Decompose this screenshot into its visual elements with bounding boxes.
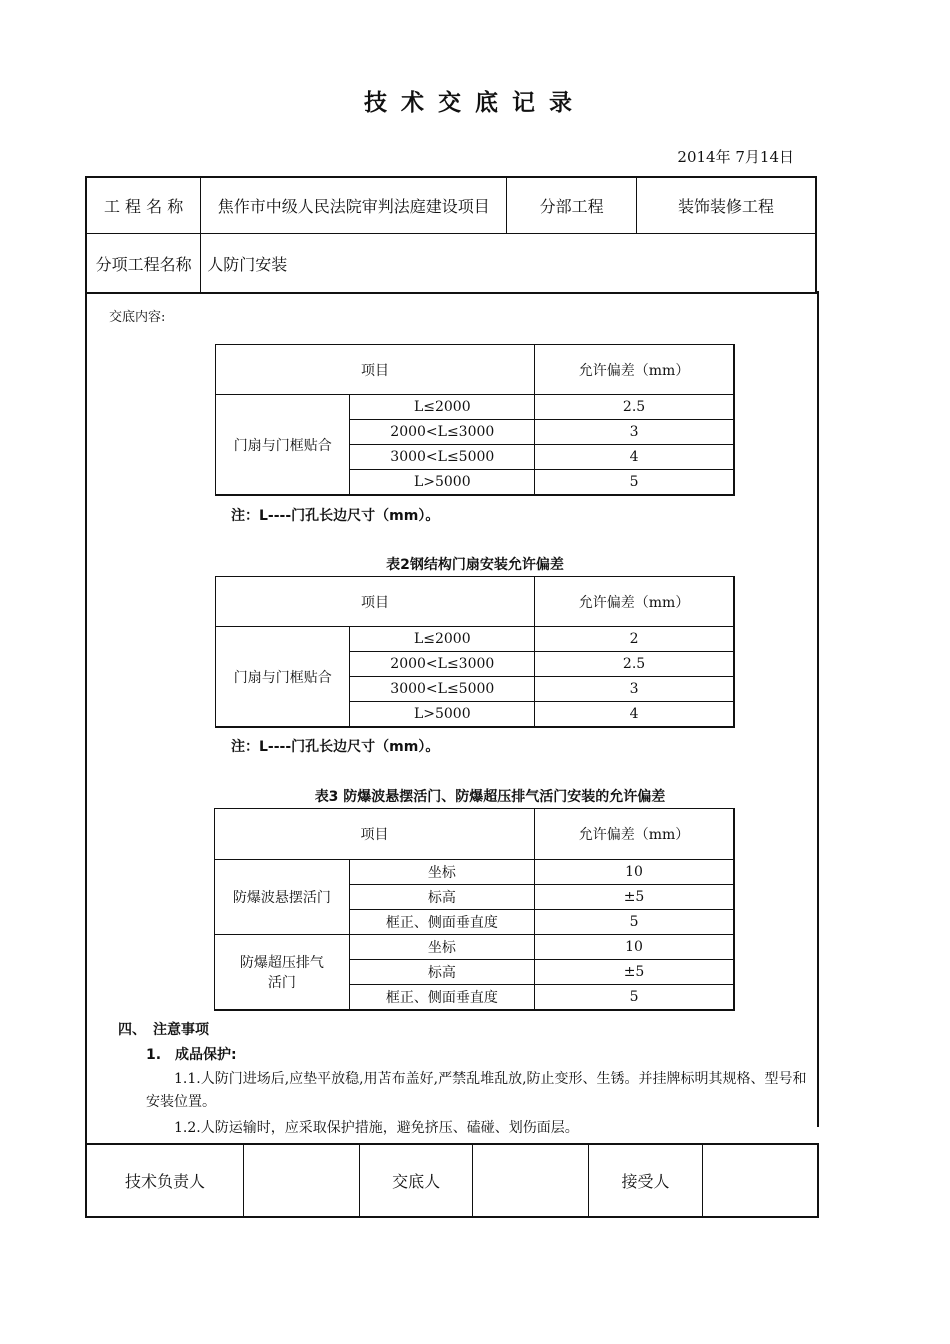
tolerance-cell: 10 <box>535 860 734 885</box>
item-cell: 标高 <box>349 885 534 910</box>
range-cell: L>5000 <box>350 470 535 496</box>
col-header-item: 项目 <box>215 809 535 860</box>
col-header-tolerance: 允许偏差（mm） <box>535 809 734 860</box>
tech-lead-label: 技术负责人 <box>86 1144 244 1217</box>
tolerance-cell: 10 <box>535 935 734 960</box>
tolerance-cell: 5 <box>535 985 734 1011</box>
signature-table <box>85 1143 819 1218</box>
col-header-item: 项目 <box>216 577 535 627</box>
presenter-signature <box>473 1144 589 1217</box>
content-label: 交底内容: <box>109 310 166 325</box>
receiver-signature <box>702 1144 818 1217</box>
paragraph-1: 1.1.人防门进场后,应垫平放稳,用苫布盖好,严禁乱堆乱放,防止变形、生锈。并挂牌标明其规格、型号和安装位置。 <box>146 1071 807 1110</box>
tolerance-cell: 2 <box>535 627 734 652</box>
tolerance-cell: 2.5 <box>535 395 734 420</box>
tolerance-cell: 3 <box>535 677 734 702</box>
tech-lead-signature <box>244 1144 360 1217</box>
division-value: 装饰装修工程 <box>636 177 816 234</box>
range-cell: 2000<L≤3000 <box>350 652 535 677</box>
range-cell: L≤2000 <box>350 395 535 420</box>
subsection-heading: 1. 成品保护: <box>146 1047 237 1063</box>
range-cell: L≤2000 <box>350 627 535 652</box>
tolerance-table-3 <box>214 808 735 1011</box>
tolerance-cell: 5 <box>535 910 734 935</box>
division-label: 分部工程 <box>507 177 637 234</box>
tolerance-cell: 5 <box>535 470 734 496</box>
group-label: 防爆波悬摆活门 <box>215 860 350 935</box>
document-title: 技术交底记录 <box>364 90 586 116</box>
item-cell: 框正、侧面垂直度 <box>349 910 534 935</box>
range-cell: 3000<L≤5000 <box>350 677 535 702</box>
table-3-caption: 表3 防爆波悬摆活门、防爆超压排气活门安装的允许偏差 <box>314 789 666 805</box>
project-label: 工 程 名 称 <box>86 177 201 234</box>
document-date: 2014年 7月14日 <box>677 148 794 166</box>
tolerance-table-1 <box>215 344 735 496</box>
tolerance-cell: ±5 <box>535 885 734 910</box>
group-label: 门扇与门框贴合 <box>216 627 350 728</box>
item-cell: 标高 <box>349 960 534 985</box>
frame-left-border <box>85 291 87 1146</box>
presenter-label: 交底人 <box>359 1144 473 1217</box>
section-heading: 四、 注意事项 <box>118 1022 209 1038</box>
col-header-tolerance: 允许偏差（mm） <box>535 577 734 627</box>
tolerance-cell: 2.5 <box>535 652 734 677</box>
col-header-item: 项目 <box>216 345 535 395</box>
paragraph-2: 1.2.人防运输时，应采取保护措施，避免挤压、磕碰、划伤面层。 <box>174 1120 579 1136</box>
group-label: 门扇与门框贴合 <box>216 395 350 496</box>
table-1-note: 注：L----门孔长边尺寸（mm）。 <box>231 508 440 524</box>
tolerance-cell: 4 <box>535 445 734 470</box>
tolerance-table-2 <box>215 576 735 728</box>
item-cell: 坐标 <box>349 860 534 885</box>
item-cell: 框正、侧面垂直度 <box>349 985 534 1011</box>
frame-right-border <box>817 291 819 1127</box>
range-cell: 2000<L≤3000 <box>350 420 535 445</box>
subitem-value: 人防门安装 <box>201 234 816 294</box>
subitem-label: 分项工程名称 <box>86 234 201 294</box>
table-2-note: 注：L----门孔长边尺寸（mm）。 <box>231 739 440 755</box>
tolerance-cell: 4 <box>535 702 734 728</box>
project-value: 焦作市中级人民法院审判法庭建设项目 <box>201 177 507 234</box>
tolerance-cell: 3 <box>535 420 734 445</box>
header-table <box>85 176 817 294</box>
tolerance-cell: ±5 <box>535 960 734 985</box>
range-cell: 3000<L≤5000 <box>350 445 535 470</box>
group-label: 防爆超压排气活门 <box>215 935 350 1011</box>
table-2-caption: 表2钢结构门扇安装允许偏差 <box>386 557 564 573</box>
col-header-tolerance: 允许偏差（mm） <box>535 345 734 395</box>
receiver-label: 接受人 <box>589 1144 703 1217</box>
range-cell: L>5000 <box>350 702 535 728</box>
item-cell: 坐标 <box>349 935 534 960</box>
